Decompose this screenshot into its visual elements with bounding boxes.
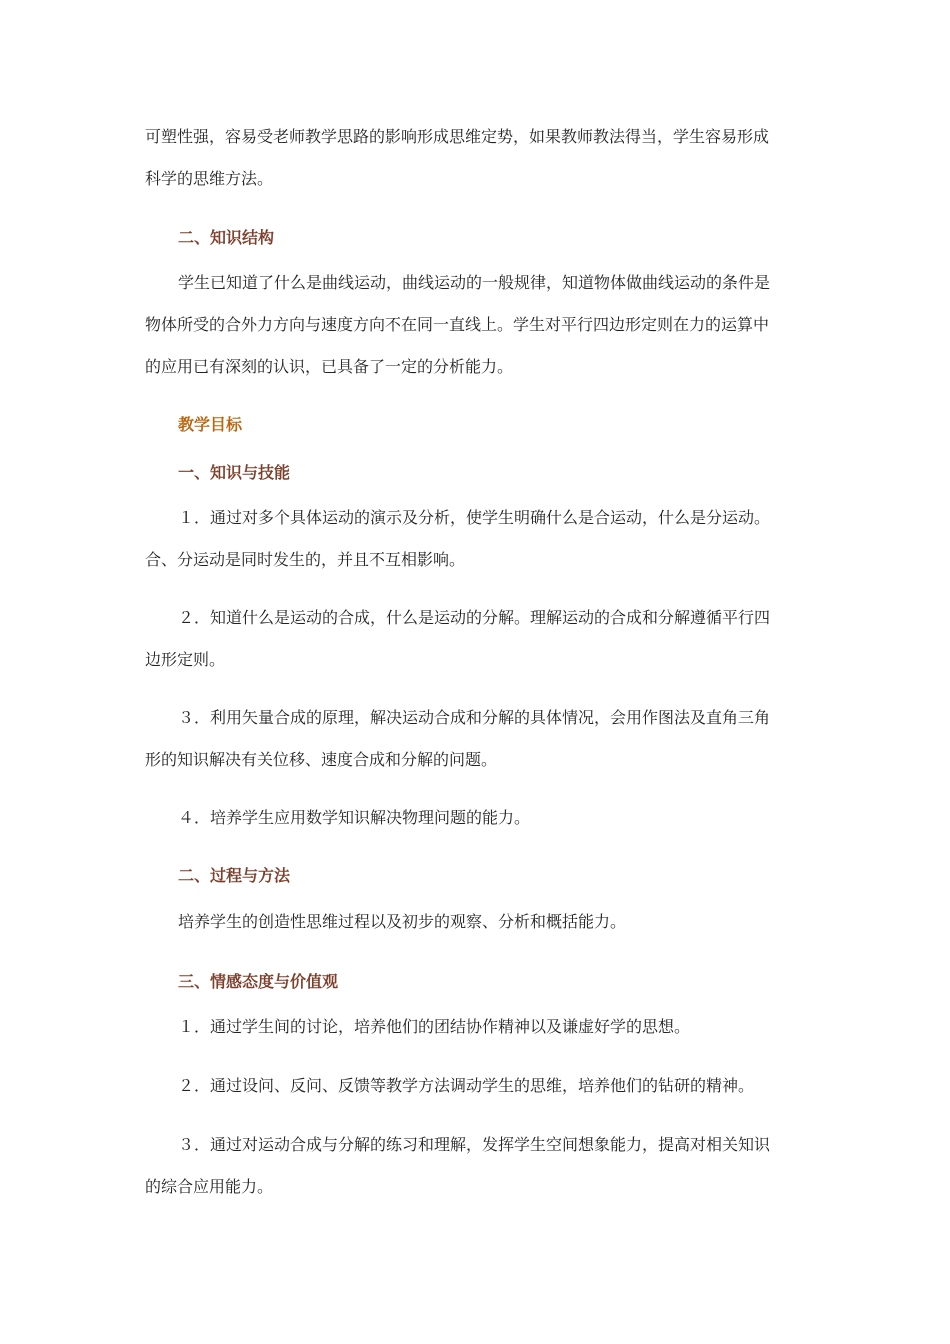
skills-item-1-line-1: １．通过对多个具体运动的演示及分析，使学生明确什么是合运动，什么是分运动。 [178, 508, 771, 527]
process-line-1: 培养学生的创造性思维过程以及初步的观察、分析和概括能力。 [178, 912, 627, 931]
skills-item-3-line-1: ３．利用矢量合成的原理，解决运动合成和分解的具体情况，会用作图法及直角三角 [178, 708, 771, 727]
knowledge-structure-heading: 二、知识结构 [178, 228, 275, 247]
values-item-1: １．通过学生间的讨论，培养他们的团结协作精神以及谦虚好学的思想。 [178, 1017, 691, 1036]
skills-item-3-line-2: 形的知识解决有关位移、速度合成和分解的问题。 [145, 750, 498, 769]
intro-line-2: 科学的思维方法。 [145, 169, 274, 188]
values-item-3-line-1: ３．通过对运动合成与分解的练习和理解，发挥学生空间想象能力，提高对相关知识 [178, 1135, 771, 1154]
skills-item-2-line-1: ２．知道什么是运动的合成，什么是运动的分解。理解运动的合成和分解遵循平行四 [178, 608, 771, 627]
skills-item-4: ４．培养学生应用数学知识解决物理问题的能力。 [178, 808, 531, 827]
skills-item-1-line-2: 合、分运动是同时发生的，并且不互相影响。 [145, 550, 466, 569]
intro-line-1: 可塑性强，容易受老师教学思路的影响形成思维定势，如果教师教法得当，学生容易形成 [145, 127, 770, 146]
knowledge-line-1: 学生已知道了什么是曲线运动，曲线运动的一般规律，知道物体做曲线运动的条件是 [178, 273, 771, 292]
knowledge-line-3: 的应用已有深刻的认识，已具备了一定的分析能力。 [145, 357, 514, 376]
values-item-3-line-2: 的综合应用能力。 [145, 1177, 274, 1196]
values-item-2: ２．通过设问、反问、反馈等教学方法调动学生的思维，培养他们的钻研的精神。 [178, 1076, 755, 1095]
teaching-goals-heading: 教学目标 [178, 415, 243, 434]
knowledge-line-2: 物体所受的合外力方向与速度方向不在同一直线上。学生对平行四边形定则在力的运算中 [145, 315, 770, 334]
skills-heading: 一、知识与技能 [178, 463, 291, 482]
skills-item-2-line-2: 边形定则。 [145, 650, 226, 669]
values-heading: 三、情感态度与价值观 [178, 972, 339, 991]
process-heading: 二、过程与方法 [178, 866, 291, 885]
